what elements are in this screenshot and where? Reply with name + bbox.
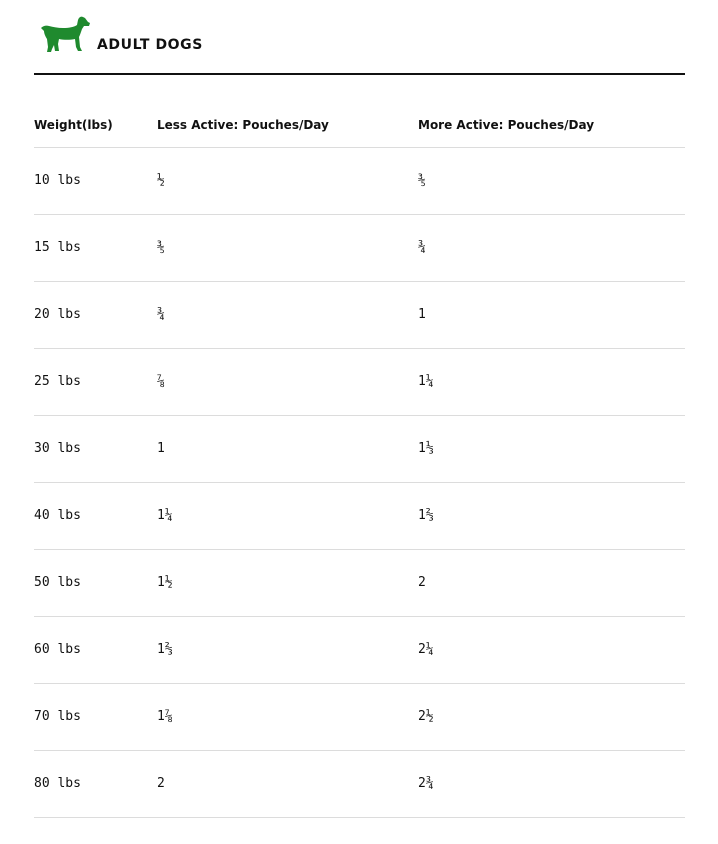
more-active-cell: 2: [418, 575, 426, 590]
column-header-weight: Weight(lbs): [34, 118, 113, 132]
less-active-cell: 1⅔: [157, 642, 173, 657]
table-row: [34, 349, 685, 416]
feeding-table: [34, 101, 685, 818]
table-row: [34, 550, 685, 617]
less-active-cell: ½: [157, 173, 165, 188]
more-active-cell: 1: [418, 307, 426, 322]
more-active-cell: 2½: [418, 709, 434, 724]
weight-cell: 15 lbs: [34, 240, 81, 255]
more-active-cell: ⅗: [418, 173, 426, 188]
weight-cell: 40 lbs: [34, 508, 81, 523]
weight-cell: 10 lbs: [34, 173, 81, 188]
less-active-cell: 1⅞: [157, 709, 173, 724]
less-active-cell: 1¼: [157, 508, 173, 523]
more-active-cell: 2¼: [418, 642, 434, 657]
page-title: ADULT DOGS: [97, 37, 203, 53]
table-row: [34, 684, 685, 751]
dog-icon: [39, 14, 91, 54]
table-row: [34, 148, 685, 215]
section-header: [34, 14, 685, 74]
less-active-cell: 1½: [157, 575, 173, 590]
weight-cell: 30 lbs: [34, 441, 81, 456]
more-active-cell: 1⅓: [418, 441, 434, 456]
weight-cell: 50 lbs: [34, 575, 81, 590]
more-active-cell: 2¾: [418, 776, 434, 791]
weight-cell: 80 lbs: [34, 776, 81, 791]
column-header-more-active: More Active: Pouches/Day: [418, 118, 595, 132]
less-active-cell: 1: [157, 441, 165, 456]
table-header-row: [34, 101, 685, 148]
less-active-cell: ⅗: [157, 240, 165, 255]
table-row: [34, 751, 685, 818]
more-active-cell: 1⅔: [418, 508, 434, 523]
weight-cell: 25 lbs: [34, 374, 81, 389]
less-active-cell: ⅞: [157, 374, 165, 389]
more-active-cell: ¾: [418, 240, 426, 255]
weight-cell: 60 lbs: [34, 642, 81, 657]
less-active-cell: 2: [157, 776, 165, 791]
table-row: [34, 416, 685, 483]
more-active-cell: 1¼: [418, 374, 434, 389]
weight-cell: 20 lbs: [34, 307, 81, 322]
header-divider: [34, 73, 685, 75]
less-active-cell: ¾: [157, 307, 165, 322]
weight-cell: 70 lbs: [34, 709, 81, 724]
table-row: [34, 215, 685, 282]
table-row: [34, 617, 685, 684]
table-row: [34, 282, 685, 349]
table-row: [34, 483, 685, 550]
column-header-less-active: Less Active: Pouches/Day: [157, 118, 329, 132]
